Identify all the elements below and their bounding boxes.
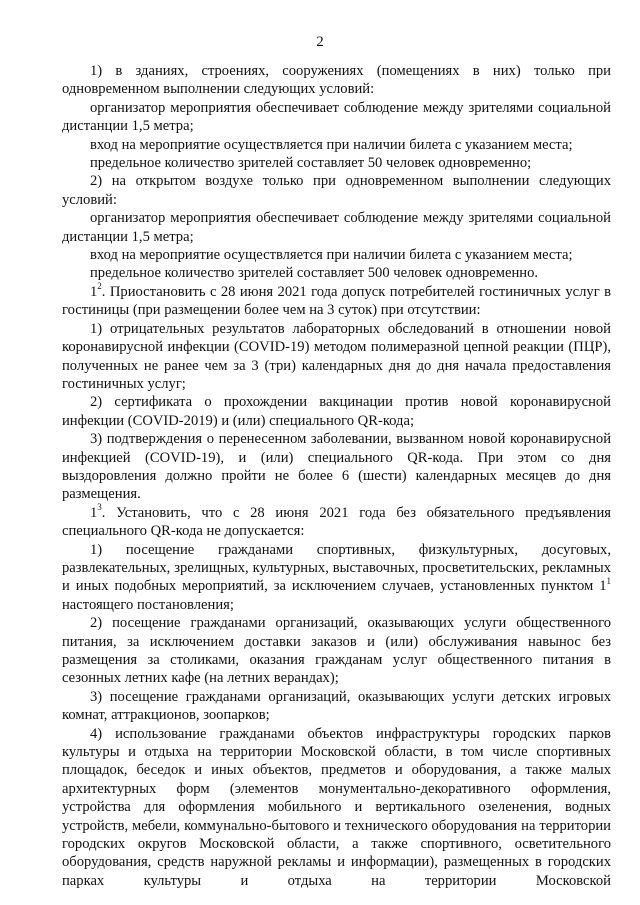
- clause-superscript: 2: [97, 281, 102, 292]
- clause-superscript: 3: [97, 501, 102, 512]
- paragraph: 3) подтверждения о перенесенном заболевании, вызванном новой коронавирусной инфекцией (COVID-19), и (или) специального QR-кода. При этом со дня выздоровления должно пройти не более 6 (шести) календарных месяцев до дня размещения.: [62, 431, 611, 503]
- reference-superscript: 1: [606, 575, 611, 586]
- paragraph: организатор мероприятия обеспечивает соблюдение между зрителями социальной дистанции 1,5 метра;: [62, 99, 611, 135]
- paragraph: предельное количество зрителей составляет 500 человек одновременно.: [90, 265, 539, 282]
- paragraph-clause-1-2: [62, 283, 611, 320]
- paragraph: 2) на открытом воздухе только при одновременном выполнении следующих условий:: [62, 173, 611, 208]
- page-number: 2: [316, 34, 324, 50]
- paragraph: 2) посещение гражданами организаций, оказывающих услуги общественного питания, за исключением доставки заказов и (или) обслуживания навынос без размещения за столиками, оказания гражданам услуг общественного питания в сезонных летних кафе (на летних верандах);: [62, 615, 611, 687]
- paragraph-text: . Установить, что с 28 июня 2021 года без обязательного предъявления специального QR-кода не допускается:: [62, 504, 611, 540]
- paragraph-text: 1) посещение гражданами спортивных, физкультурных, досуговых, развлекательных, зрелищных, культурных, выставочных, просветительских, рекламных и иных подобных мероприятий, за исключением случаев, установленных пунктом 1: [62, 541, 611, 595]
- paragraph-text: настоящего постановления;: [62, 596, 234, 613]
- paragraph: 4) использование гражданами объектов инфраструктуры городских парков культуры и отдыха на территории Московской области, в том числе спортивных площадок, беседок и иных объектов, предметов и оборудования, а также малых архитектурных форм (элементов монументально-декоративного оформления, устройства для оформления мобильного и вертикального озеленения, водных устройств, мебели, коммунально-бытового и технического оборудования на территории городских округов Московской области, а также спортивного, осветительного оборудования, средств наружной рекламы и информации), размещенных в городских парках культуры и отдыха на территории Московской: [62, 725, 611, 889]
- paragraph-clause-1-3: [62, 501, 611, 541]
- paragraph: вход на мероприятие осуществляется при наличии билета с указанием места;: [90, 247, 573, 264]
- paragraph: организатор мероприятия обеспечивает соблюдение между зрителями социальной дистанции 1,5 метра;: [62, 210, 611, 245]
- clause-number: 1: [90, 504, 98, 521]
- paragraph: [62, 541, 611, 615]
- paragraph: 1) в зданиях, строениях, сооружениях (помещениях в них) только при одновременном выполнении следующих условий:: [62, 63, 611, 98]
- paragraph: 1) отрицательных результатов лабораторных обследований в отношении новой коронавирусной инфекции (COVID-19) методом полимеразной цепной реакции (ПЦР), полученных не ранее чем за 3 (три) календарных дня до дня начала предоставления гостиничных услуг;: [62, 320, 611, 392]
- paragraph: 2) сертификата о прохождении вакцинации против новой коронавирусной инфекции (COVID-2019) и (или) специального QR-кода;: [62, 394, 611, 429]
- document-body: [62, 62, 611, 890]
- paragraph-text: . Приостановить с 28 июня 2021 года допуск потребителей гостиничных услуг в гостиницы (при размещении более чем на 3 суток) при отсутствии:: [62, 283, 611, 319]
- paragraph: предельное количество зрителей составляет 50 человек одновременно;: [90, 155, 532, 172]
- paragraph: 3) посещение гражданами организаций, оказывающих услуги детских игровых комнат, аттракционов, зоопарков;: [62, 688, 611, 724]
- paragraph: вход на мероприятие осуществляется при наличии билета с указанием места;: [90, 136, 573, 153]
- clause-number: 1: [90, 283, 98, 300]
